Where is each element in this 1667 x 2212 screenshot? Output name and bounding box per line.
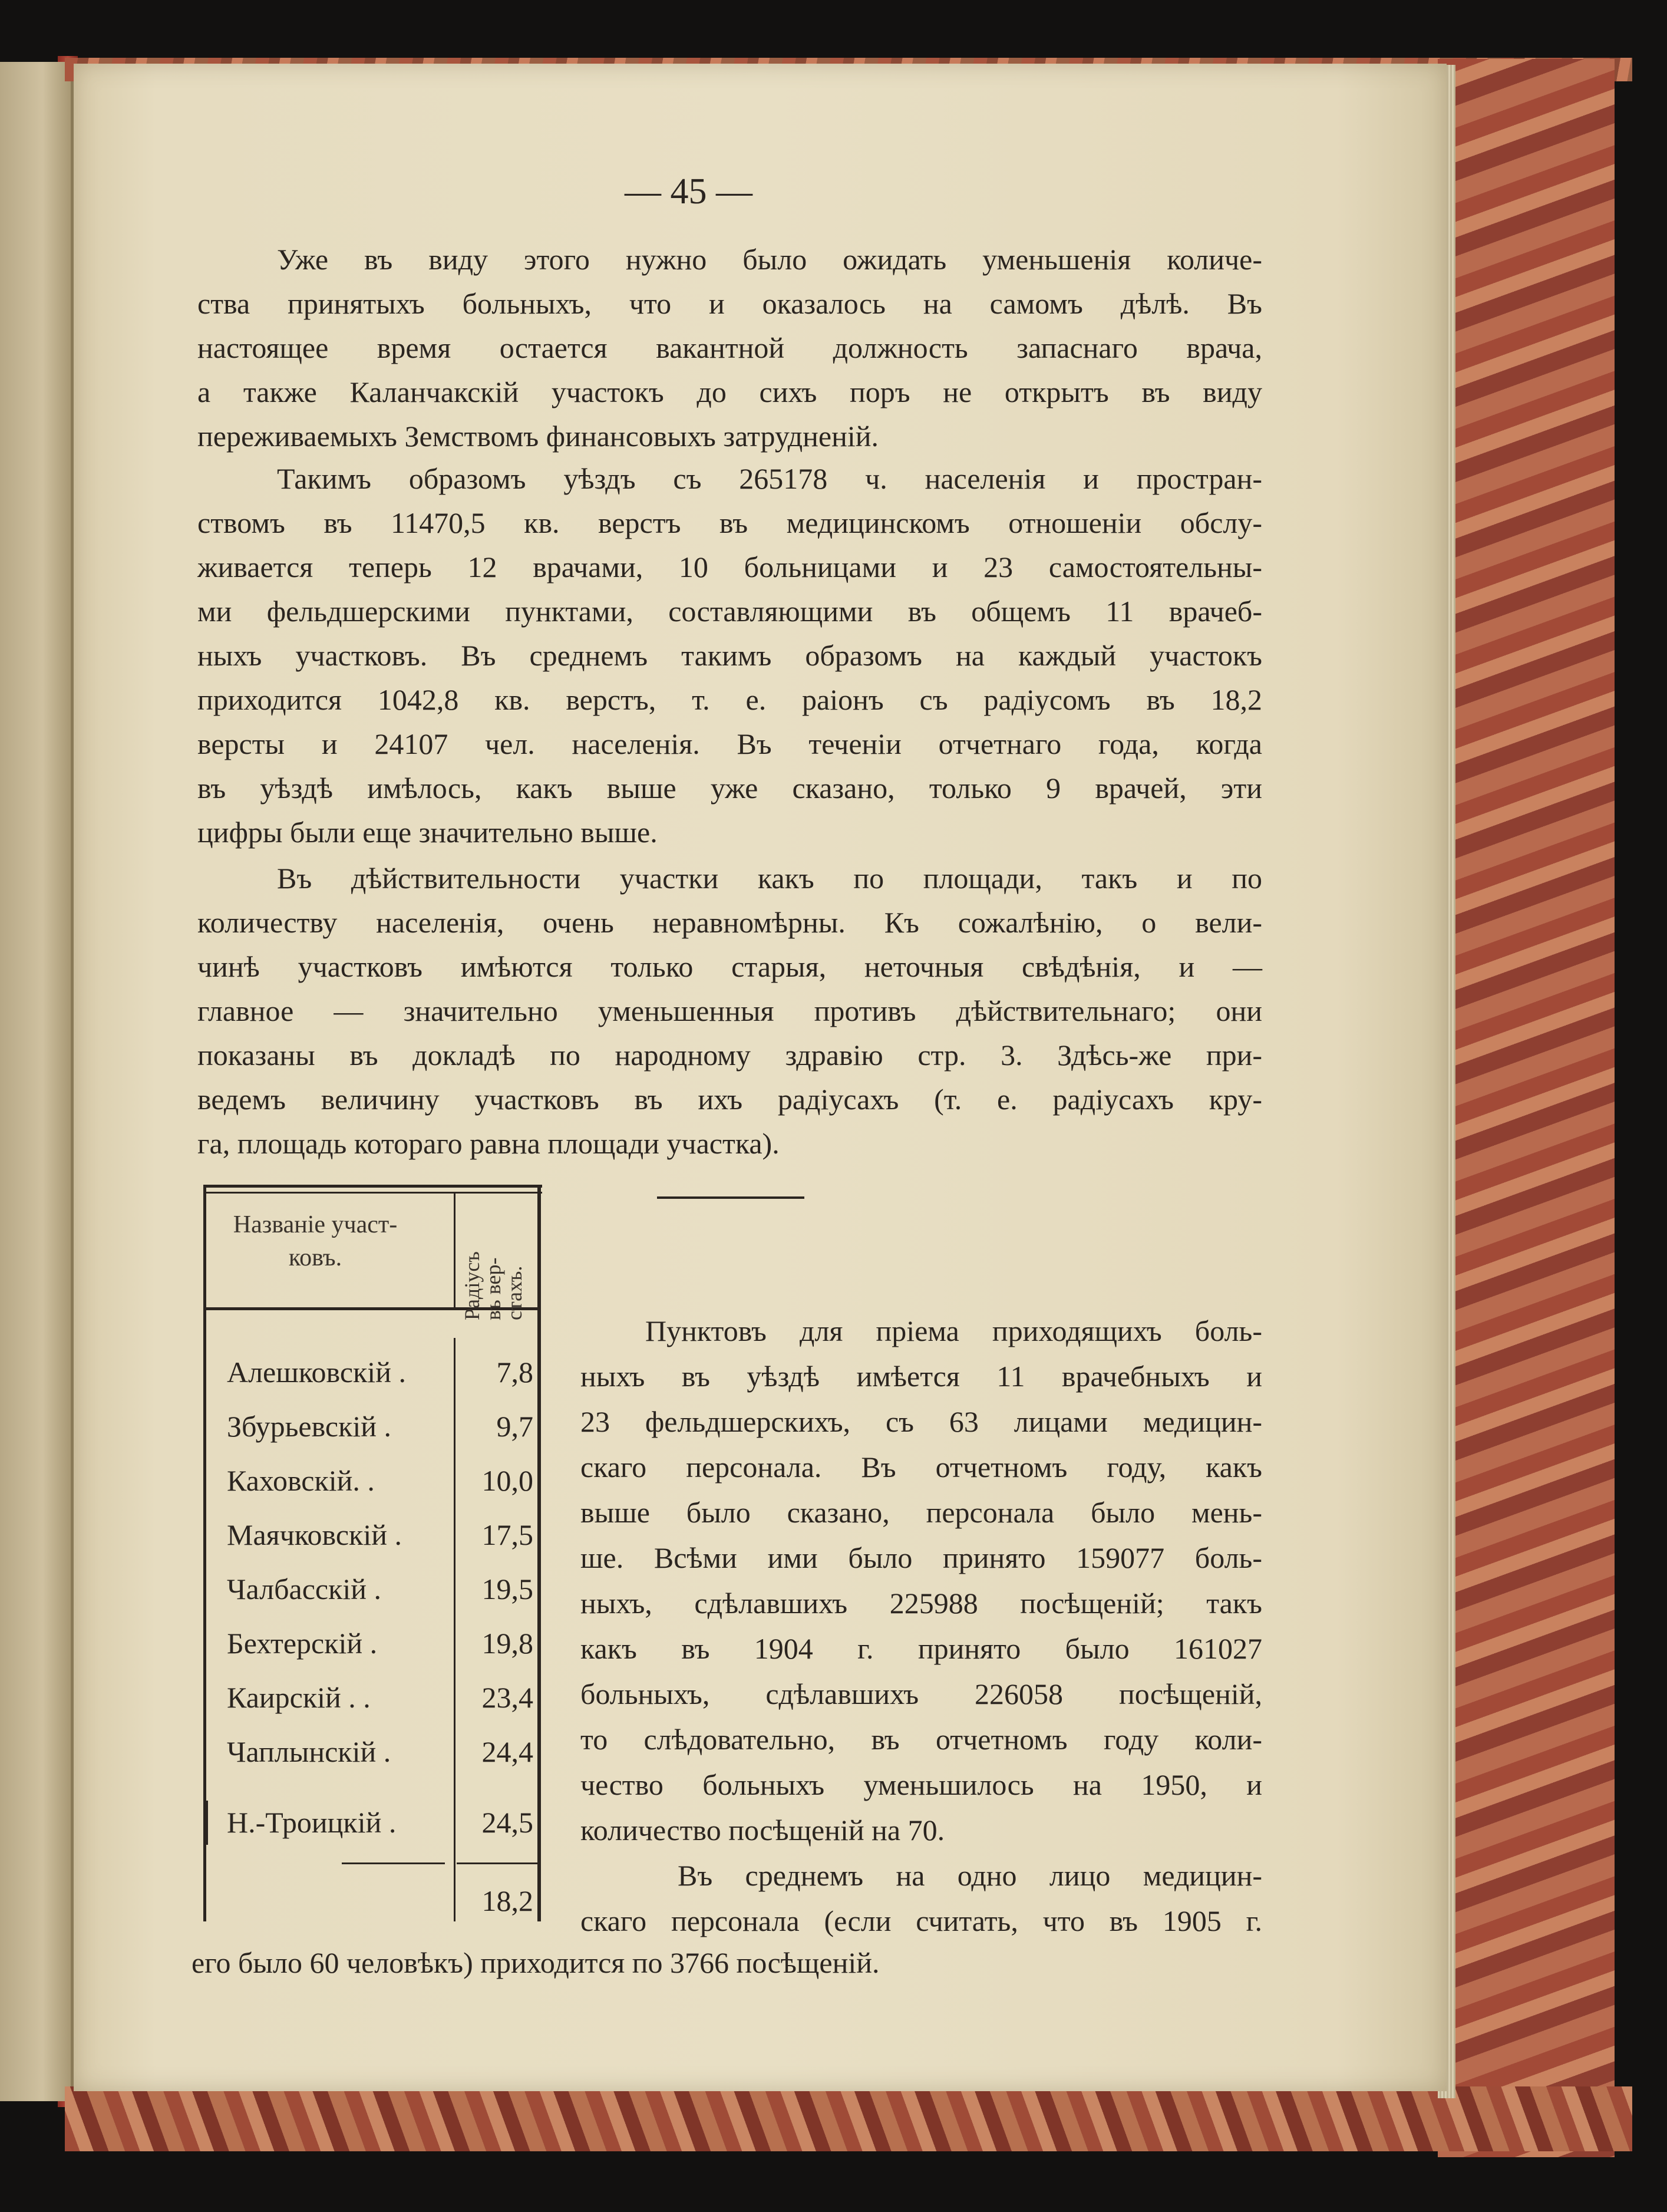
text-line: какъ въ 1904 г. принято было 161027 — [580, 1632, 1262, 1665]
text-line: а также Каланчакскій участокъ до сихъ поръ не открытъ въ виду — [197, 375, 1262, 408]
text-line: чество больныхъ уменьшилось на 1950, и — [580, 1768, 1262, 1801]
text-line: цифры были еще значительно выше. — [197, 816, 658, 849]
text-line: чинѣ участковъ имѣются только старыя, неточныя свѣдѣнія, и — — [197, 950, 1262, 983]
text-line: то слѣдовательно, въ отчетномъ году коли- — [580, 1723, 1262, 1756]
text-line: больныхъ, сдѣлавшихъ 226058 посѣщеній, — [580, 1677, 1262, 1710]
table-row-radius: 24,4 — [481, 1735, 533, 1768]
table-row-name: Каирскій . . — [227, 1681, 371, 1714]
header-radius-line: Радіусъ — [460, 1251, 484, 1320]
text-line: выше было сказано, персонала было мень- — [580, 1496, 1262, 1529]
text-line: ствомъ въ 11470,5 кв. верстъ въ медицинскомъ отношеніи обслу- — [197, 506, 1262, 539]
separator-rule — [657, 1196, 804, 1199]
text-line: ныхъ участковъ. Въ среднемъ такимъ образомъ на каждый участокъ — [197, 639, 1262, 672]
text-line: ства принятыхъ больныхъ, что и оказалось на самомъ дѣлѣ. Въ — [197, 287, 1262, 320]
table-row-name: Алешковскій . — [227, 1356, 406, 1389]
table-row-name: Маячковскій . — [227, 1518, 402, 1551]
table-sum-rule-right — [457, 1862, 538, 1864]
table-row-name: Чаплынскій . — [227, 1735, 391, 1768]
table-row-name: Бехтерскій . — [227, 1627, 378, 1660]
text-line: скаго персонала (если считать, что въ 1905 г. — [580, 1904, 1262, 1937]
table-row-radius: 10,0 — [481, 1464, 533, 1497]
table-row-radius: 9,7 — [496, 1410, 533, 1443]
table-top-rule-thin — [203, 1192, 542, 1194]
text-line: ныхъ въ уѣздѣ имѣется 11 врачебныхъ и — [580, 1360, 1262, 1393]
table-header-name: Названіе участ-ковъ. — [233, 1211, 398, 1271]
text-line: Уже въ виду этого нужно было ожидать уменьшенія количе- — [277, 243, 1262, 276]
table-total-radius: 18,2 — [481, 1884, 533, 1917]
text-line: га, площадь котораго равна площади участка). — [197, 1127, 780, 1160]
table-header-divider — [454, 1194, 455, 1308]
table-row-radius: 19,5 — [481, 1573, 533, 1606]
text-line: переживаемыхъ Земствомъ финансовыхъ затрудненій. — [197, 420, 879, 453]
table-row-name: Каховскій. . — [227, 1464, 375, 1497]
text-line: ми фельдшерскими пунктами, составляющими въ общемъ 11 врачеб- — [197, 595, 1262, 628]
table-column-divider — [454, 1338, 455, 1921]
table-highlight-border — [206, 1801, 208, 1845]
text-line: Пунктовъ для пріема приходящихъ боль- — [645, 1314, 1262, 1347]
page-number: — 45 — — [625, 172, 752, 212]
table-row-name: Збурьевскій . — [227, 1410, 392, 1443]
left-page-edge — [0, 62, 74, 2101]
table-top-rule — [203, 1185, 542, 1188]
table-sum-rule-left — [342, 1862, 445, 1864]
book-cover-bottom — [65, 2086, 1632, 2151]
table-right-border — [537, 1185, 541, 1921]
table-row-name: Чалбасскій . — [227, 1573, 382, 1606]
table-row-radius: 7,8 — [496, 1356, 533, 1389]
table-row-name: Н.-Троицкій . — [227, 1806, 397, 1839]
text-line: ведемъ величину участковъ въ ихъ радіусахъ (т. е. радіусахъ кру- — [197, 1083, 1262, 1116]
text-line: живается теперь 12 врачами, 10 больницами и 23 самостоятельны- — [197, 550, 1262, 584]
text-line: Въ дѣйствительности участки какъ по площади, такъ и по — [277, 862, 1262, 895]
text-line: показаны въ докладѣ по народному здравію стр. 3. Здѣсь-же при- — [197, 1039, 1262, 1072]
text-line: версты и 24107 чел. населенія. Въ теченіи отчетнаго года, когда — [197, 727, 1262, 760]
table-row-radius: 24,5 — [481, 1806, 533, 1839]
text-line: Въ среднемъ на одно лицо медицин- — [678, 1859, 1262, 1892]
table-row-radius: 17,5 — [481, 1518, 533, 1551]
text-line: настоящее время остается вакантной должность запаснаго врача, — [197, 331, 1262, 364]
text-line: главное — значительно уменьшенныя противъ дѣйствительнаго; они — [197, 994, 1262, 1027]
table-row-radius: 23,4 — [481, 1681, 533, 1714]
header-radius-line: въ вер- — [481, 1257, 505, 1320]
book-cover-right — [1438, 59, 1615, 2157]
text-line: ныхъ, сдѣлавшихъ 225988 посѣщеній; такъ — [580, 1587, 1262, 1620]
text-line: ше. Всѣми ими было принято 159077 боль- — [580, 1541, 1262, 1574]
text-line: его было 60 человѣкъ) приходится по 3766 посѣщеній. — [192, 1946, 880, 1979]
header-radius-line: стахъ. — [503, 1265, 526, 1320]
text-line: количеству населенія, очень неравномѣрны. Къ сожалѣнію, о вели- — [197, 906, 1262, 939]
text-line: приходится 1042,8 кв. верстъ, т. е. раіонъ съ радіусомъ въ 18,2 — [197, 683, 1262, 716]
text-line: количество посѣщеній на 70. — [580, 1814, 945, 1847]
text-line: въ уѣздѣ имѣлось, какъ выше уже сказано, только 9 врачей, эти — [197, 772, 1262, 805]
text-line: скаго персонала. Въ отчетномъ году, какъ — [580, 1451, 1262, 1484]
table-row-radius: 19,8 — [481, 1627, 533, 1660]
text-line: Такимъ образомъ уѣздъ съ 265178 ч. населенія и простран- — [277, 462, 1262, 495]
text-line: 23 фельдшерскихъ, съ 63 лицами медицин- — [580, 1405, 1262, 1438]
